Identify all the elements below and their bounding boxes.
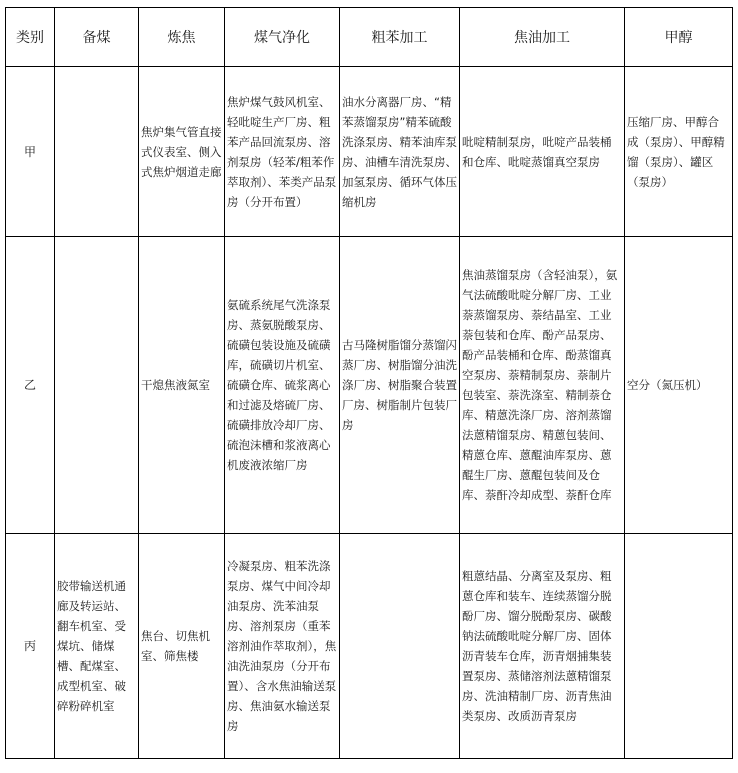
cell-coking: 焦炉集气管直接式仪表室、侧入式焦炉烟道走廊 bbox=[139, 67, 225, 237]
cell-methanol: 空分（氮压机） bbox=[625, 237, 733, 534]
fire-hazard-classification-table bbox=[5, 7, 733, 759]
table-header bbox=[6, 8, 733, 67]
cell-coking: 焦台、切焦机室、筛焦楼 bbox=[139, 534, 225, 759]
table-row-yi bbox=[6, 237, 733, 534]
cell-tar-processing: 焦油蒸馏泵房（含轻油泵），氨气法硫酸吡啶分解厂房、工业萘蒸馏泵房、萘结晶室、工业萘包装和仓库、酚产品泵房、酚产品装桶和仓库、酚蒸馏真空泵房、萘精制泵房、萘制片包装室、萘洗涤室、精制萘仓库、精蒽洗涤厂房、溶剂蒸馏法蒽精馏泵房、精蒽包装间、精蒽仓库、蒽醌油库泵房、蒽醌生厂房、蒽醌包装间及仓库、萘酐冷却成型、萘酐仓库 bbox=[460, 237, 625, 534]
cell-coal-preparation bbox=[55, 237, 139, 534]
header-category: 类别 bbox=[6, 8, 55, 67]
header-coking: 炼焦 bbox=[139, 8, 225, 67]
cell-gas-purification: 冷凝泵房、粗苯洗涤泵房、煤气中间冷却油泵房、洗苯油泵房、溶剂泵房（重苯溶剂油作萃取剂），焦油洗油泵房（分开布置）、含水焦油输送泵房、焦油氨水输送泵房 bbox=[225, 534, 340, 759]
header-tar-processing: 焦油加工 bbox=[460, 8, 625, 67]
cell-methanol bbox=[625, 534, 733, 759]
category-cell: 乙 bbox=[6, 237, 55, 534]
cell-gas-purification: 焦炉煤气鼓风机室、轻吡啶生产厂房、粗苯产品回流泵房、溶剂泵房（轻苯/粗苯作萃取剂）、苯类产品泵房（分开布置） bbox=[225, 67, 340, 237]
header-coal-preparation: 备煤 bbox=[55, 8, 139, 67]
header-gas-purification: 煤气净化 bbox=[225, 8, 340, 67]
cell-coking: 干熄焦液氮室 bbox=[139, 237, 225, 534]
table-body bbox=[6, 67, 733, 759]
cell-gas-purification: 氨硫系统尾气洗涤泵房、蒸氨脱酸泵房、硫磺包装设施及硫磺库，硫磺切片机室、硫磺仓库、硫浆离心和过滤及熔硫厂房、硫磺排放冷却厂房、硫泡沫槽和浆液离心机废液浓缩厂房 bbox=[225, 237, 340, 534]
header-row bbox=[6, 8, 733, 67]
category-cell: 丙 bbox=[6, 534, 55, 759]
cell-crude-benzene: 古马隆树脂馏分蒸馏闪蒸厂房、树脂馏分油洗涤厂房、树脂聚合装置厂房、树脂制片包装厂房 bbox=[340, 237, 460, 534]
cell-crude-benzene: 油水分离器厂房、“精苯蒸馏泵房”精苯硫酸洗涤泵房、精苯油库泵房、油槽车清洗泵房、加氢泵房、循环气体压缩机房 bbox=[340, 67, 460, 237]
table-row-bing bbox=[6, 534, 733, 759]
header-methanol: 甲醇 bbox=[625, 8, 733, 67]
cell-tar-processing: 粗蒽结晶、分离室及泵房、粗蒽仓库和装车、连续蒸馏分脱酚厂房、馏分脱酚泵房、碳酸钠法硫酸吡啶分解厂房、固体沥青装车仓库，沥青烟捕集装置泵房、蒸储溶剂法蒽精馏泵房、洗油精制厂房、沥青焦油类泵房、改质沥青泵房 bbox=[460, 534, 625, 759]
cell-crude-benzene bbox=[340, 534, 460, 759]
header-crude-benzene: 粗苯加工 bbox=[340, 8, 460, 67]
cell-coal-preparation: 胶带输送机通廊及转运站、翻车机室、受煤坑、储煤槽、配煤室、成型机室、破碎粉碎机室 bbox=[55, 534, 139, 759]
table-row-jia bbox=[6, 67, 733, 237]
cell-tar-processing: 吡啶精制泵房，吡啶产品装桶和仓库、吡啶蒸馏真空泵房 bbox=[460, 67, 625, 237]
cell-methanol: 压缩厂房、甲醇合成（泵房）、甲醇精馏（泵房）、罐区（泵房） bbox=[625, 67, 733, 237]
cell-coal-preparation bbox=[55, 67, 139, 237]
category-cell: 甲 bbox=[6, 67, 55, 237]
